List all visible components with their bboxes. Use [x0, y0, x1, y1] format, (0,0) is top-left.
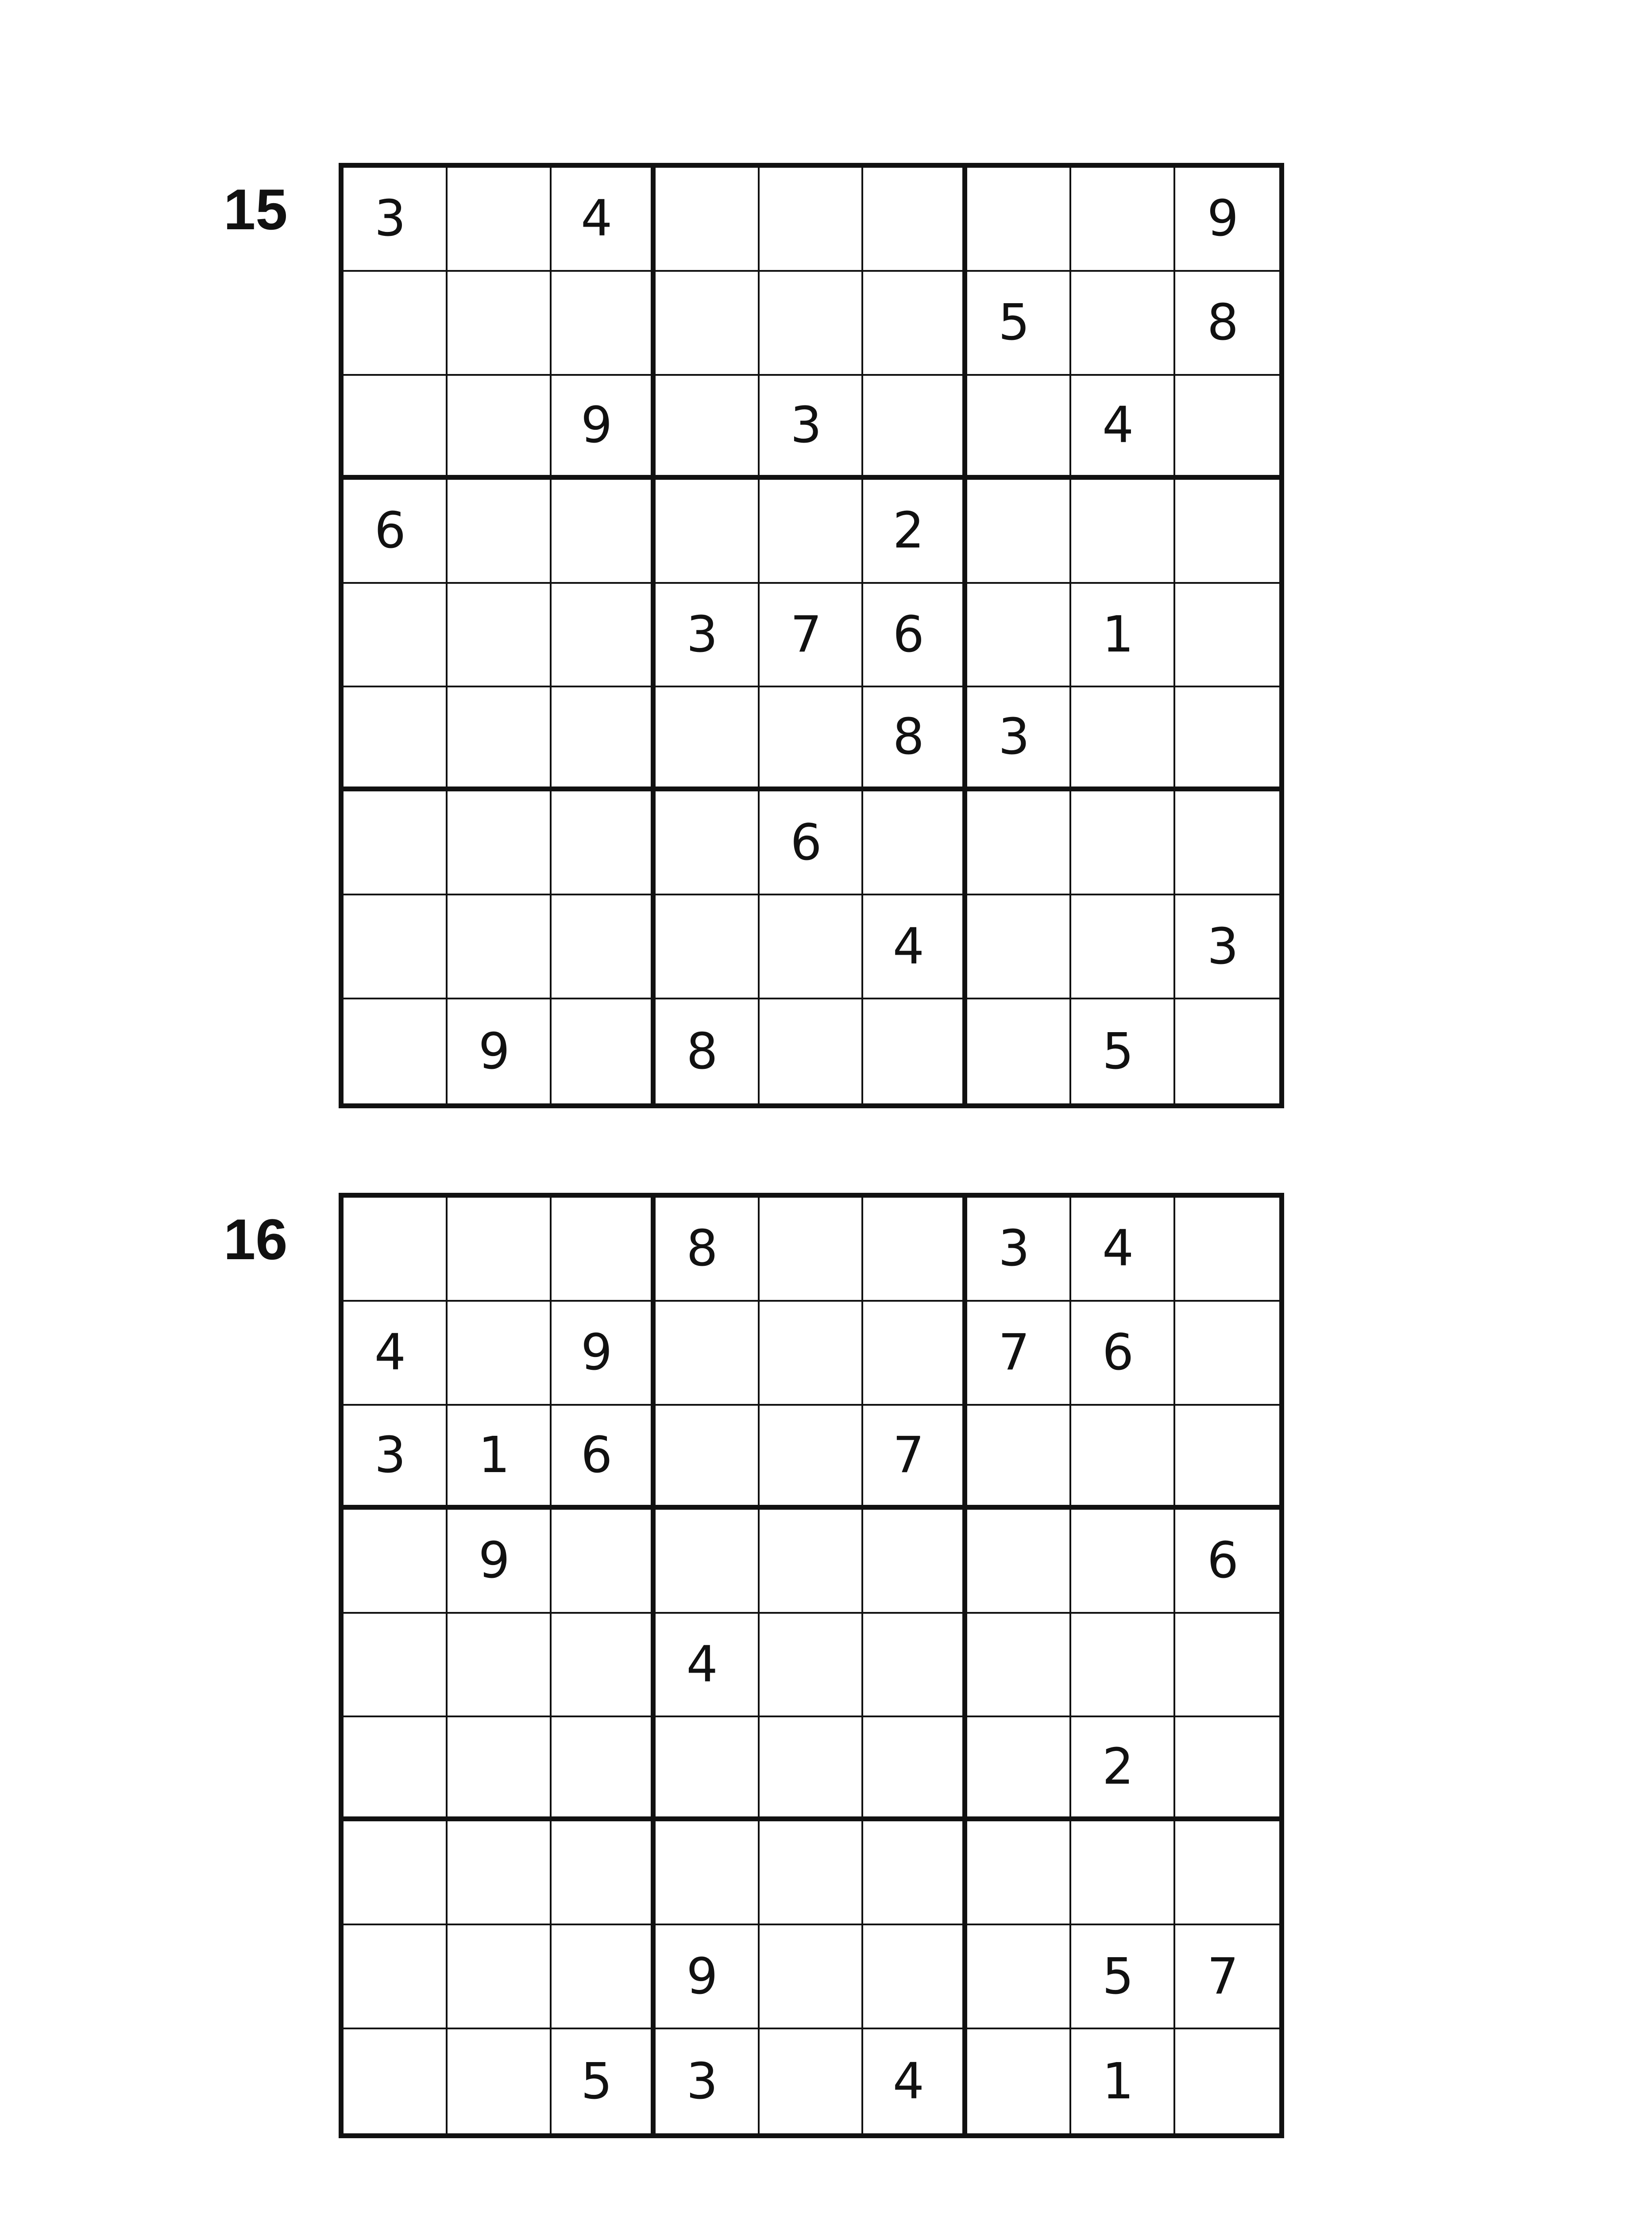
cell-digit: 3	[998, 1220, 1030, 1278]
sudoku-cell-r9-c4[interactable]	[656, 2029, 760, 2133]
sudoku-cell-r1-c7[interactable]	[967, 168, 1071, 272]
sudoku-cell-r9-c8[interactable]	[1071, 999, 1175, 1103]
cell-digit: 1	[1102, 2052, 1134, 2110]
sudoku-cell-r6-c5[interactable]	[760, 1717, 864, 1821]
sudoku-cell-r2-c5[interactable]	[760, 1302, 864, 1406]
sudoku-cell-r9-c9[interactable]	[1175, 2029, 1279, 2133]
sudoku-cell-r5-c6[interactable]	[863, 584, 967, 688]
sudoku-cell-r8-c7[interactable]	[967, 895, 1071, 999]
sudoku-cell-r4-c7[interactable]	[967, 480, 1071, 584]
sudoku-cell-r3-c5[interactable]	[760, 1406, 864, 1510]
sudoku-cell-r7-c4[interactable]	[656, 791, 760, 895]
puzzle-number: 15	[224, 177, 288, 242]
sudoku-cell-r6-c1[interactable]	[344, 687, 448, 791]
sudoku-cell-r7-c5[interactable]	[760, 791, 864, 895]
sudoku-cell-r7-c4[interactable]	[656, 1821, 760, 1925]
sudoku-cell-r7-c2[interactable]	[448, 1821, 552, 1925]
sudoku-cell-r4-c4[interactable]	[656, 1510, 760, 1614]
sudoku-cell-r4-c5[interactable]	[760, 480, 864, 584]
cell-digit: 3	[998, 708, 1030, 766]
sudoku-cell-r4-c8[interactable]	[1071, 1510, 1175, 1614]
sudoku-cell-r3-c5[interactable]	[760, 376, 864, 480]
cell-digit: 4	[1102, 396, 1134, 454]
sudoku-cell-r4-c1[interactable]	[344, 1510, 448, 1614]
sudoku-cell-r1-c3[interactable]	[552, 168, 656, 272]
sudoku-cell-r6-c3[interactable]	[552, 687, 656, 791]
sudoku-cell-r1-c2[interactable]	[448, 168, 552, 272]
sudoku-cell-r6-c5[interactable]	[760, 687, 864, 791]
puzzle-number: 16	[224, 1207, 288, 1272]
sudoku-cell-r1-c9[interactable]	[1175, 1198, 1279, 1302]
sudoku-cell-r2-c7[interactable]	[967, 272, 1071, 376]
cell-digit: 9	[686, 1947, 718, 2005]
sudoku-cell-r8-c4[interactable]	[656, 1925, 760, 2029]
sudoku-cell-r9-c7[interactable]	[967, 999, 1071, 1103]
sudoku-cell-r4-c6[interactable]	[863, 480, 967, 584]
sudoku-cell-r2-c7[interactable]	[967, 1302, 1071, 1406]
sudoku-cell-r1-c4[interactable]	[656, 1198, 760, 1302]
sudoku-cell-r7-c6[interactable]	[863, 791, 967, 895]
sudoku-cell-r6-c9[interactable]	[1175, 1717, 1279, 1821]
sudoku-cell-r1-c5[interactable]	[760, 1198, 864, 1302]
sudoku-cell-r6-c8[interactable]	[1071, 687, 1175, 791]
sudoku-cell-r9-c1[interactable]	[344, 999, 448, 1103]
sudoku-cell-r1-c5[interactable]	[760, 168, 864, 272]
sudoku-cell-r9-c4[interactable]	[656, 999, 760, 1103]
cell-digit: 1	[478, 1426, 510, 1484]
sudoku-cell-r1-c1[interactable]	[344, 168, 448, 272]
cell-digit: 3	[686, 2052, 718, 2110]
sudoku-cell-r5-c7[interactable]	[967, 584, 1071, 688]
sudoku-cell-r3-c1[interactable]	[344, 376, 448, 480]
sudoku-cell-r7-c3[interactable]	[552, 791, 656, 895]
sudoku-cell-r7-c9[interactable]	[1175, 791, 1279, 895]
cell-digit: 5	[1102, 1947, 1134, 2005]
cell-digit: 6	[892, 605, 925, 663]
sudoku-cell-r6-c6[interactable]	[863, 1717, 967, 1821]
sudoku-cell-r8-c4[interactable]	[656, 895, 760, 999]
sudoku-cell-r7-c1[interactable]	[344, 791, 448, 895]
sudoku-cell-r3-c6[interactable]	[863, 376, 967, 480]
sudoku-cell-r1-c7[interactable]	[967, 1198, 1071, 1302]
sudoku-cell-r6-c8[interactable]	[1071, 1717, 1175, 1821]
sudoku-cell-r8-c6[interactable]	[863, 1925, 967, 2029]
sudoku-cell-r5-c3[interactable]	[552, 1614, 656, 1718]
sudoku-cell-r2-c4[interactable]	[656, 1302, 760, 1406]
sudoku-cell-r7-c9[interactable]	[1175, 1821, 1279, 1925]
sudoku-cell-r3-c8[interactable]	[1071, 1406, 1175, 1510]
sudoku-cell-r5-c7[interactable]	[967, 1614, 1071, 1718]
sudoku-cell-r9-c6[interactable]	[863, 2029, 967, 2133]
sudoku-cell-r1-c3[interactable]	[552, 1198, 656, 1302]
sudoku-cell-r4-c4[interactable]	[656, 480, 760, 584]
cell-digit: 5	[998, 294, 1030, 352]
sudoku-cell-r5-c1[interactable]	[344, 584, 448, 688]
sudoku-cell-r1-c9[interactable]	[1175, 168, 1279, 272]
sudoku-cell-r4-c3[interactable]	[552, 480, 656, 584]
sudoku-cell-r4-c3[interactable]	[552, 1510, 656, 1614]
sudoku-cell-r2-c8[interactable]	[1071, 272, 1175, 376]
sudoku-cell-r1-c6[interactable]	[863, 1198, 967, 1302]
sudoku-cell-r8-c3[interactable]	[552, 895, 656, 999]
sudoku-cell-r9-c5[interactable]	[760, 2029, 864, 2133]
cell-digit: 9	[1207, 190, 1239, 248]
sudoku-cell-r6-c6[interactable]	[863, 687, 967, 791]
sudoku-cell-r2-c4[interactable]	[656, 272, 760, 376]
cell-digit: 3	[374, 190, 406, 248]
cell-digit: 9	[478, 1532, 510, 1590]
sudoku-cell-r8-c5[interactable]	[760, 1925, 864, 2029]
cell-digit: 9	[478, 1022, 510, 1080]
sudoku-cell-r2-c2[interactable]	[448, 272, 552, 376]
cell-digit: 8	[892, 708, 925, 766]
sudoku-cell-r4-c2[interactable]	[448, 480, 552, 584]
cell-digit: 7	[790, 605, 822, 663]
sudoku-cell-r5-c3[interactable]	[552, 584, 656, 688]
sudoku-cell-r1-c8[interactable]	[1071, 168, 1175, 272]
sudoku-cell-r3-c9[interactable]	[1175, 1406, 1279, 1510]
sudoku-cell-r3-c9[interactable]	[1175, 376, 1279, 480]
cell-digit: 3	[790, 396, 822, 454]
cell-digit: 8	[686, 1220, 718, 1278]
sudoku-cell-r5-c4[interactable]	[656, 1614, 760, 1718]
sudoku-cell-r2-c3[interactable]	[552, 272, 656, 376]
sudoku-cell-r2-c1[interactable]	[344, 1302, 448, 1406]
sudoku-cell-r5-c8[interactable]	[1071, 1614, 1175, 1718]
sudoku-cell-r9-c2[interactable]	[448, 999, 552, 1103]
sudoku-cell-r5-c8[interactable]	[1071, 584, 1175, 688]
sudoku-cell-r1-c2[interactable]	[448, 1198, 552, 1302]
sudoku-cell-r7-c8[interactable]	[1071, 791, 1175, 895]
sudoku-cell-r9-c8[interactable]	[1071, 2029, 1175, 2133]
cell-digit: 6	[581, 1426, 613, 1484]
sudoku-cell-r8-c3[interactable]	[552, 1925, 656, 2029]
sudoku-cell-r7-c7[interactable]	[967, 1821, 1071, 1925]
sudoku-cell-r4-c7[interactable]	[967, 1510, 1071, 1614]
sudoku-cell-r7-c7[interactable]	[967, 791, 1071, 895]
sudoku-cell-r1-c4[interactable]	[656, 168, 760, 272]
cell-digit: 4	[892, 2052, 925, 2110]
sudoku-cell-r2-c1[interactable]	[344, 272, 448, 376]
cell-digit: 8	[686, 1022, 718, 1080]
sudoku-cell-r1-c6[interactable]	[863, 168, 967, 272]
cell-digit: 5	[1102, 1022, 1134, 1080]
sudoku-cell-r2-c6[interactable]	[863, 272, 967, 376]
sudoku-cell-r9-c9[interactable]	[1175, 999, 1279, 1103]
sudoku-cell-r7-c3[interactable]	[552, 1821, 656, 1925]
cell-digit: 7	[1207, 1947, 1239, 2005]
sudoku-cell-r9-c7[interactable]	[967, 2029, 1071, 2133]
sudoku-cell-r5-c6[interactable]	[863, 1614, 967, 1718]
sudoku-cell-r4-c9[interactable]	[1175, 1510, 1279, 1614]
sudoku-cell-r3-c6[interactable]	[863, 1406, 967, 1510]
cell-digit: 4	[581, 190, 613, 248]
sudoku-cell-r6-c2[interactable]	[448, 1717, 552, 1821]
sudoku-cell-r8-c8[interactable]	[1071, 895, 1175, 999]
sudoku-cell-r1-c8[interactable]	[1071, 1198, 1175, 1302]
cell-digit: 6	[790, 813, 822, 871]
cell-digit: 3	[686, 605, 718, 663]
sudoku-cell-r4-c5[interactable]	[760, 1510, 864, 1614]
cell-digit: 1	[1102, 605, 1134, 663]
sudoku-cell-r9-c3[interactable]	[552, 999, 656, 1103]
sudoku-cell-r5-c9[interactable]	[1175, 584, 1279, 688]
sudoku-cell-r3-c7[interactable]	[967, 376, 1071, 480]
cell-digit: 3	[1207, 918, 1239, 975]
cell-digit: 6	[1207, 1532, 1239, 1590]
sudoku-cell-r9-c1[interactable]	[344, 2029, 448, 2133]
sudoku-cell-r3-c3[interactable]	[552, 1406, 656, 1510]
sudoku-grid	[339, 163, 1284, 1108]
sudoku-cell-r8-c7[interactable]	[967, 1925, 1071, 2029]
sudoku-cell-r4-c8[interactable]	[1071, 480, 1175, 584]
sudoku-cell-r5-c2[interactable]	[448, 584, 552, 688]
sudoku-cell-r3-c2[interactable]	[448, 1406, 552, 1510]
sudoku-cell-r5-c4[interactable]	[656, 584, 760, 688]
cell-digit: 3	[374, 1426, 406, 1484]
cell-digit: 4	[1102, 1220, 1134, 1278]
sudoku-cell-r5-c2[interactable]	[448, 1614, 552, 1718]
sudoku-cell-r6-c4[interactable]	[656, 687, 760, 791]
cell-digit: 7	[998, 1324, 1030, 1382]
sudoku-cell-r7-c5[interactable]	[760, 1821, 864, 1925]
sudoku-cell-r3-c3[interactable]	[552, 376, 656, 480]
cell-digit: 6	[1102, 1324, 1134, 1382]
sudoku-cell-r2-c2[interactable]	[448, 1302, 552, 1406]
cell-digit: 4	[892, 918, 925, 975]
sudoku-cell-r8-c1[interactable]	[344, 895, 448, 999]
sudoku-cell-r5-c1[interactable]	[344, 1614, 448, 1718]
sudoku-cell-r3-c4[interactable]	[656, 376, 760, 480]
sudoku-cell-r4-c2[interactable]	[448, 1510, 552, 1614]
sudoku-cell-r6-c3[interactable]	[552, 1717, 656, 1821]
sudoku-cell-r7-c2[interactable]	[448, 791, 552, 895]
sudoku-cell-r3-c1[interactable]	[344, 1406, 448, 1510]
sudoku-cell-r1-c1[interactable]	[344, 1198, 448, 1302]
sudoku-cell-r8-c9[interactable]	[1175, 895, 1279, 999]
sudoku-cell-r3-c2[interactable]	[448, 376, 552, 480]
cell-digit: 9	[581, 1324, 613, 1382]
cell-digit: 8	[1207, 294, 1239, 352]
sudoku-cell-r9-c6[interactable]	[863, 999, 967, 1103]
sudoku-cell-r7-c6[interactable]	[863, 1821, 967, 1925]
sudoku-cell-r6-c2[interactable]	[448, 687, 552, 791]
sudoku-cell-r8-c5[interactable]	[760, 895, 864, 999]
sudoku-cell-r4-c6[interactable]	[863, 1510, 967, 1614]
sudoku-cell-r4-c9[interactable]	[1175, 480, 1279, 584]
sudoku-cell-r3-c8[interactable]	[1071, 376, 1175, 480]
sudoku-cell-r8-c8[interactable]	[1071, 1925, 1175, 2029]
sudoku-cell-r4-c1[interactable]	[344, 480, 448, 584]
cell-digit: 7	[892, 1426, 925, 1484]
sudoku-cell-r5-c9[interactable]	[1175, 1614, 1279, 1718]
sudoku-cell-r8-c2[interactable]	[448, 895, 552, 999]
cell-digit: 4	[374, 1324, 406, 1382]
sudoku-cell-r6-c1[interactable]	[344, 1717, 448, 1821]
cell-digit: 2	[892, 502, 925, 560]
sudoku-cell-r6-c7[interactable]	[967, 1717, 1071, 1821]
sudoku-cell-r8-c9[interactable]	[1175, 1925, 1279, 2029]
sudoku-cell-r8-c6[interactable]	[863, 895, 967, 999]
sudoku-cell-r5-c5[interactable]	[760, 1614, 864, 1718]
cell-digit: 2	[1102, 1738, 1134, 1796]
sudoku-cell-r2-c9[interactable]	[1175, 272, 1279, 376]
sudoku-cell-r5-c5[interactable]	[760, 584, 864, 688]
sudoku-cell-r2-c5[interactable]	[760, 272, 864, 376]
sudoku-cell-r2-c3[interactable]	[552, 1302, 656, 1406]
cell-digit: 9	[581, 396, 613, 454]
sudoku-cell-r3-c7[interactable]	[967, 1406, 1071, 1510]
sudoku-cell-r2-c6[interactable]	[863, 1302, 967, 1406]
cell-digit: 4	[686, 1635, 718, 1693]
sudoku-cell-r6-c9[interactable]	[1175, 687, 1279, 791]
sudoku-cell-r9-c3[interactable]	[552, 2029, 656, 2133]
sudoku-cell-r2-c8[interactable]	[1071, 1302, 1175, 1406]
sudoku-cell-r2-c9[interactable]	[1175, 1302, 1279, 1406]
sudoku-cell-r9-c5[interactable]	[760, 999, 864, 1103]
cell-digit: 5	[581, 2052, 613, 2110]
sudoku-cell-r3-c4[interactable]	[656, 1406, 760, 1510]
sudoku-grid	[339, 1193, 1284, 2138]
sudoku-cell-r8-c1[interactable]	[344, 1925, 448, 2029]
sudoku-cell-r6-c4[interactable]	[656, 1717, 760, 1821]
cell-digit: 6	[374, 502, 406, 560]
sudoku-cell-r6-c7[interactable]	[967, 687, 1071, 791]
sudoku-cell-r7-c8[interactable]	[1071, 1821, 1175, 1925]
sudoku-cell-r8-c2[interactable]	[448, 1925, 552, 2029]
sudoku-cell-r9-c2[interactable]	[448, 2029, 552, 2133]
sudoku-cell-r7-c1[interactable]	[344, 1821, 448, 1925]
